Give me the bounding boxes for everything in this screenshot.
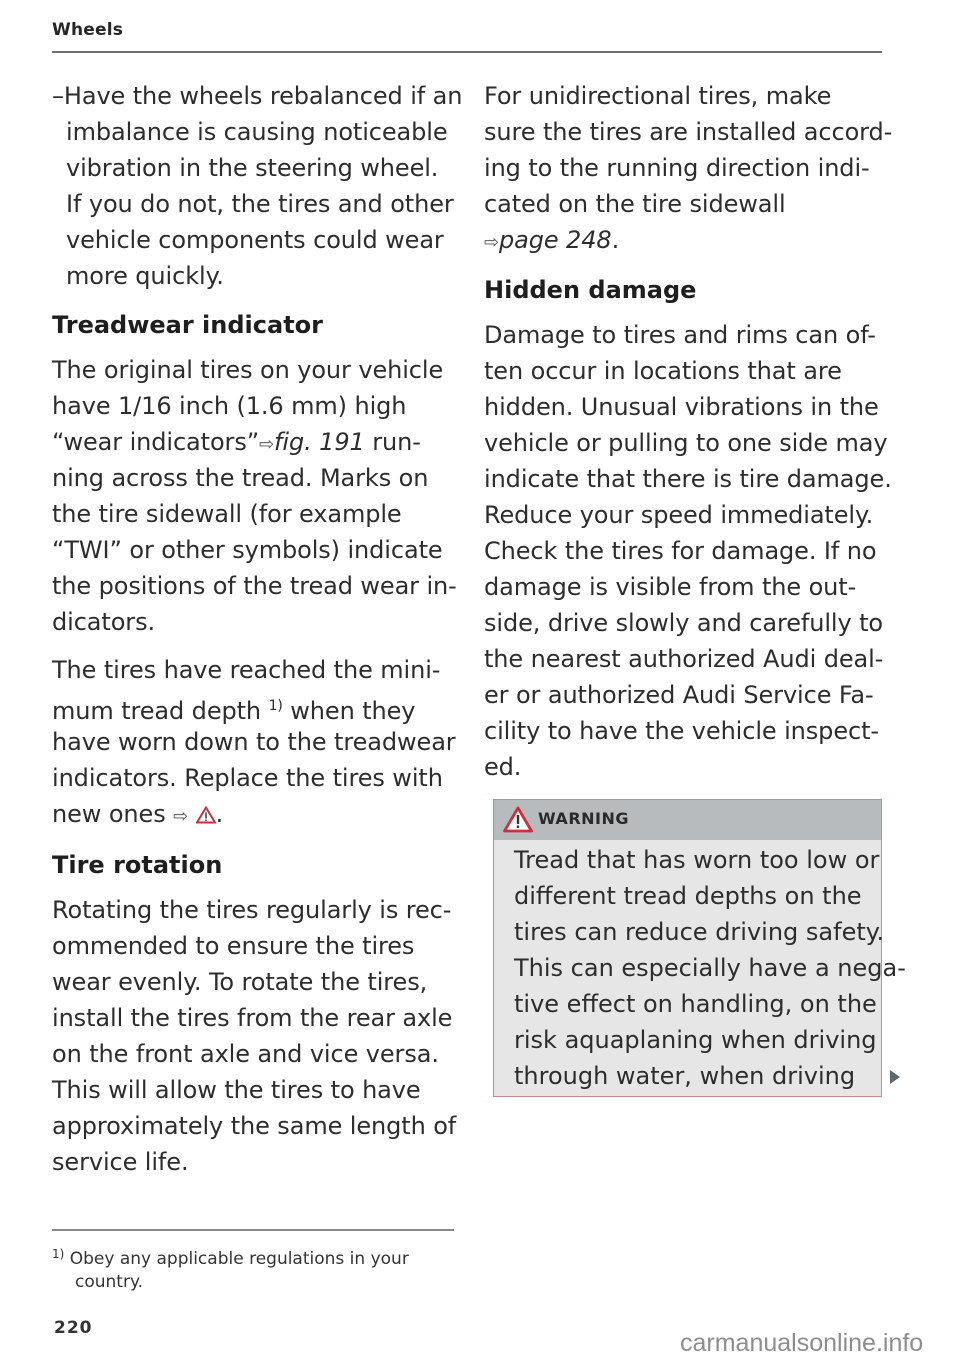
section-title: Wheels: [52, 20, 124, 40]
paragraph-line: have worn down to the treadwear: [52, 728, 456, 756]
warning-title: WARNING: [538, 809, 629, 828]
paragraph-line: [484, 222, 619, 261]
paragraph-line: [52, 424, 421, 463]
paragraph-line: damage is visible from the out-: [484, 573, 857, 601]
footnote-marker[interactable]: 1): [268, 698, 283, 714]
paragraph-line: ten occur in locations that are: [484, 357, 842, 385]
footnote-text: Obey any applicable regulations in your: [69, 1249, 409, 1269]
footnote-divider: [52, 1229, 454, 1231]
paragraph-line: ning across the tread. Marks on: [52, 464, 429, 492]
warning-text-line: through water, when driving: [514, 1062, 856, 1090]
continue-arrow-icon[interactable]: [890, 1070, 900, 1084]
paragraph-line: ing to the running direction indi-: [484, 154, 870, 182]
warning-text-line: tive effect on handling, on the: [514, 990, 877, 1018]
paragraph-line: the positions of the tread wear in-: [52, 572, 457, 600]
paragraph-line: The original tires on your vehicle: [52, 356, 444, 384]
warning-header: [494, 800, 881, 840]
heading-hidden-damage: Hidden damage: [484, 276, 697, 304]
paragraph-line: the nearest authorized Audi deal-: [484, 645, 884, 673]
paragraph-line: cated on the tire sidewall: [484, 190, 786, 218]
warning-triangle-icon: [503, 806, 533, 837]
paragraph-line: “TWI” or other symbols) indicate: [52, 536, 443, 564]
paragraph-line: Damage to tires and rims can of-: [484, 321, 876, 349]
paragraph-line: The tires have reached the mini-: [52, 656, 441, 684]
reference-arrow-icon: ⇨: [173, 806, 189, 827]
text: new ones: [52, 800, 174, 828]
paragraph-line: er or authorized Audi Service Fa-: [484, 681, 874, 709]
paragraph-line: service life.: [52, 1148, 189, 1176]
warning-text-line: different tread depths on the: [514, 882, 862, 910]
warning-text-line: Tread that has worn too low or: [514, 846, 880, 874]
paragraph-line: side, drive slowly and carefully to: [484, 609, 883, 637]
paragraph-line: hidden. Unusual vibrations in the: [484, 393, 879, 421]
text: mum tread depth: [52, 697, 269, 725]
header-rule: [52, 51, 882, 53]
watermark: carmanualsonline.info: [680, 1329, 924, 1357]
reference-arrow-icon: ⇨: [259, 434, 275, 455]
page-link[interactable]: page 248: [498, 226, 612, 254]
text: run-: [364, 428, 421, 456]
intro-line: –Have the wheels rebalanced if an: [52, 82, 463, 110]
paragraph-line: Check the tires for damage. If no: [484, 537, 877, 565]
intro-line: vehicle components could wear: [66, 226, 444, 254]
paragraph-line: vehicle or pulling to one side may: [484, 429, 888, 457]
paragraph-line: ommended to ensure the tires: [52, 932, 415, 960]
paragraph-line: on the front axle and vice versa.: [52, 1040, 439, 1068]
text: “wear indicators”: [52, 428, 260, 456]
heading-tire-rotation: Tire rotation: [52, 851, 223, 879]
paragraph-line: indicators. Replace the tires with: [52, 764, 443, 792]
paragraph-line: This will allow the tires to have: [52, 1076, 421, 1104]
paragraph-line: ed.: [484, 753, 522, 781]
paragraph-line: [52, 796, 223, 835]
intro-line: vibration in the steering wheel.: [66, 154, 439, 182]
paragraph-line: [52, 688, 415, 729]
paragraph-line: cility to have the vehicle inspect-: [484, 717, 879, 745]
paragraph-line: sure the tires are installed accord-: [484, 118, 893, 146]
intro-line: imbalance is causing noticeable: [66, 118, 448, 146]
warning-triangle-icon[interactable]: [196, 798, 216, 834]
warning-text-line: risk aquaplaning when driving: [514, 1026, 877, 1054]
page-number: 220: [54, 1318, 93, 1338]
paragraph-line: Rotating the tires regularly is rec-: [52, 896, 452, 924]
intro-line: more quickly.: [66, 262, 224, 290]
intro-line: If you do not, the tires and other: [66, 190, 454, 218]
footnote-text: country.: [75, 1272, 143, 1292]
paragraph-line: install the tires from the rear axle: [52, 1004, 453, 1032]
text: when they: [282, 697, 416, 725]
reference-arrow-icon: ⇨: [484, 232, 499, 253]
figure-link[interactable]: fig. 191: [274, 428, 365, 456]
warning-box: [493, 799, 906, 1097]
paragraph-line: For unidirectional tires, make: [484, 82, 832, 110]
paragraph-line: wear evenly. To rotate the tires,: [52, 968, 428, 996]
text: .: [611, 226, 620, 254]
paragraph-line: the tire sidewall (for example: [52, 500, 402, 528]
warning-text-line: tires can reduce driving safety.: [514, 918, 885, 946]
heading-treadwear-indicator: Treadwear indicator: [52, 311, 323, 339]
paragraph-line: indicate that there is tire damage.: [484, 465, 892, 493]
paragraph-line: dicators.: [52, 608, 155, 636]
paragraph-line: Reduce your speed immediately.: [484, 501, 874, 529]
paragraph-line: approximately the same length of: [52, 1112, 457, 1140]
text: .: [215, 800, 224, 828]
warning-text-line: This can especially have a nega-: [514, 954, 906, 982]
footnote-marker: 1): [52, 1247, 65, 1261]
paragraph-line: have 1/16 inch (1.6 mm) high: [52, 392, 407, 420]
